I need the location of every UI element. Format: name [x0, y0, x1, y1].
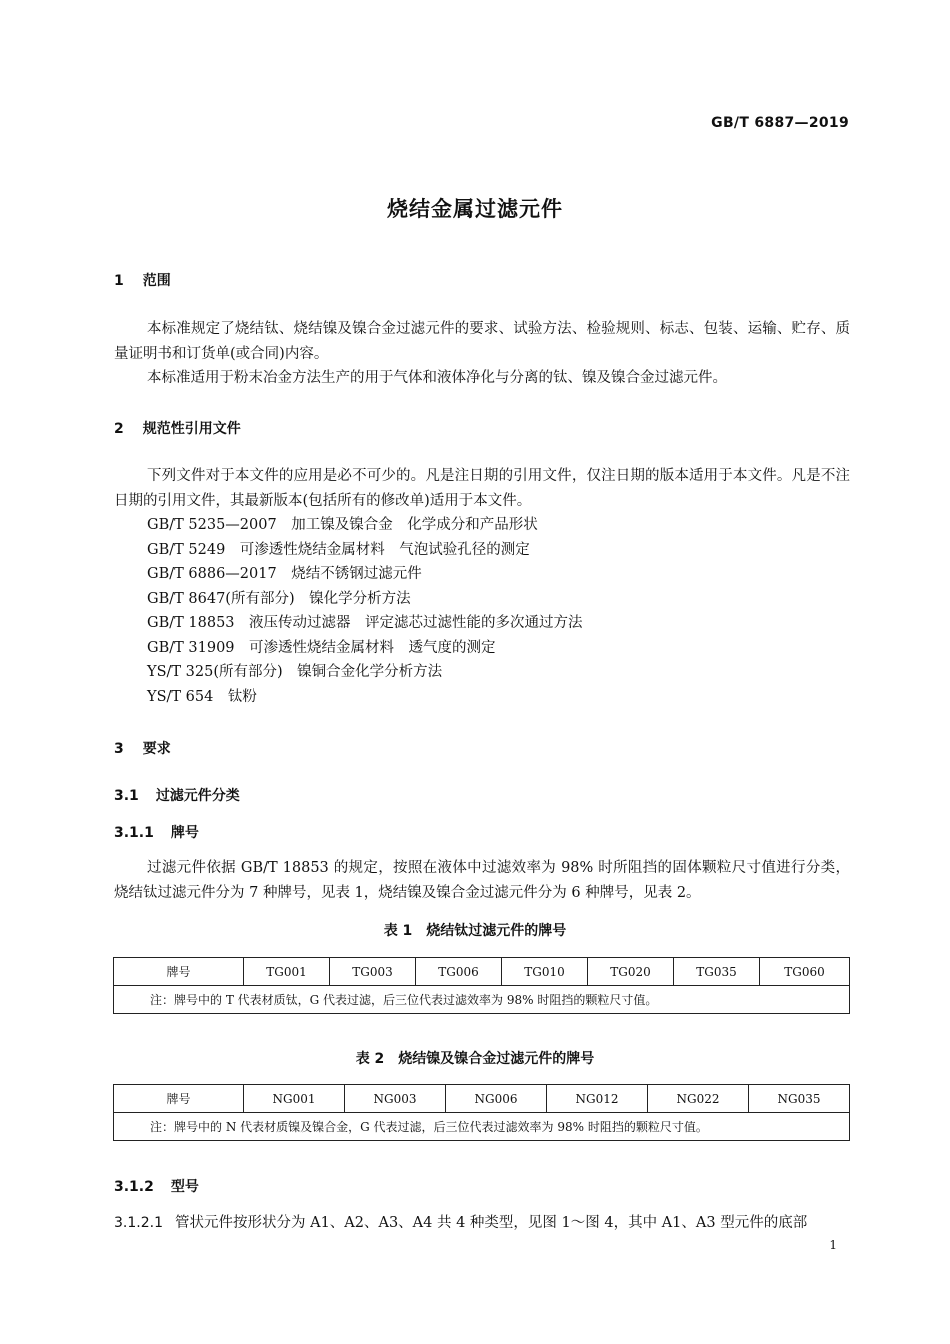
reference-item: YS/T 654 钛粉 [147, 689, 257, 705]
clause-number: 3.1.2.1 [114, 1215, 163, 1231]
section-3-1-2-heading [114, 1176, 199, 1196]
section-title: 范围 [142, 273, 171, 289]
section-title: 牌号 [170, 825, 199, 841]
table-1-caption: 表 1 烧结钛过滤元件的牌号 [383, 923, 567, 939]
section-3-1-heading [114, 785, 240, 805]
section-number: 3.1.1 [114, 825, 154, 841]
table-note: 注：牌号中的 T 代表材质钛，G 代表过滤，后三位代表过滤效率为 98% 时阻挡的颗粒尺寸值。 [114, 986, 850, 1014]
section-title: 型号 [170, 1179, 199, 1195]
clause-3-1-2-1 [114, 1211, 850, 1236]
standard-code: GB/T 6887—2019 [711, 115, 849, 131]
table-note: 注：牌号中的 N 代表材质镍及镍合金，G 代表过滤，后三位代表过滤效率为 98% 时阻挡的颗粒尺寸值。 [114, 1113, 850, 1141]
reference-item: GB/T 8647(所有部分) 镍化学分析方法 [147, 591, 411, 607]
section-number: 3 [114, 741, 124, 757]
reference-item: GB/T 18853 液压传动过滤器 评定滤芯过滤性能的多次通过方法 [147, 615, 583, 631]
table-cell: NG035 [749, 1085, 850, 1113]
table-cell: NG001 [244, 1085, 345, 1113]
section-title: 要求 [142, 741, 171, 757]
table-cell: TG020 [588, 958, 674, 986]
reference-item: GB/T 5249 可渗透性烧结金属材料 气泡试验孔径的测定 [147, 542, 530, 558]
table-cell: NG006 [446, 1085, 547, 1113]
table-row [114, 1113, 850, 1141]
table-header-cell: 牌号 [114, 1085, 244, 1113]
table-cell: TG035 [674, 958, 760, 986]
section-number: 3.1.2 [114, 1179, 154, 1195]
classification-paragraph: 过滤元件依据 GB/T 18853 的规定，按照在液体中过滤效率为 98% 时所阻挡的固体颗粒尺寸值进行分类，烧结钛过滤元件分为 7 种牌号，见表 1，烧结镍及镍合金过滤元件分为 6 种牌号，见表 2。 [114, 860, 850, 901]
section-3-heading [114, 738, 171, 758]
section-title: 过滤元件分类 [155, 788, 240, 804]
section-number: 1 [114, 273, 124, 289]
document-title: 烧结金属过滤元件 [387, 197, 563, 221]
table-cell: TG001 [244, 958, 330, 986]
table-cell: NG012 [547, 1085, 648, 1113]
reference-item: YS/T 325(所有部分) 镍铜合金化学分析方法 [147, 664, 443, 680]
table-cell: NG003 [345, 1085, 446, 1113]
section-number: 2 [114, 421, 124, 437]
table-header-cell: 牌号 [114, 958, 244, 986]
table-2 [113, 1084, 850, 1141]
table-1 [113, 957, 850, 1014]
table-cell: TG010 [502, 958, 588, 986]
reference-item: GB/T 6886—2017 烧结不锈钢过滤元件 [147, 566, 422, 582]
table-row [114, 1085, 850, 1113]
section-3-1-1-heading [114, 822, 199, 842]
normative-references-intro: 下列文件对于本文件的应用是必不可少的。凡是注日期的引用文件，仅注日期的版本适用于本文件。凡是不注日期的引用文件，其最新版本(包括所有的修改单)适用于本文件。 [114, 468, 850, 509]
clause-text: 管状元件按形状分为 A1、A2、A3、A4 共 4 种类型，见图 1～图 4，其中 A1、A3 型元件的底部 [174, 1215, 808, 1231]
table-cell: TG006 [416, 958, 502, 986]
scope-paragraph-1: 本标准规定了烧结钛、烧结镍及镍合金过滤元件的要求、试验方法、检验规则、标志、包装、运输、贮存、质量证明书和订货单(或合同)内容。 [114, 321, 850, 362]
section-number: 3.1 [114, 788, 139, 804]
page-number: 1 [829, 1238, 837, 1252]
section-1-heading [114, 270, 171, 290]
reference-item: GB/T 5235—2007 加工镍及镍合金 化学成分和产品形状 [147, 517, 538, 533]
reference-item: GB/T 31909 可渗透性烧结金属材料 透气度的测定 [147, 640, 496, 656]
table-2-caption: 表 2 烧结镍及镍合金过滤元件的牌号 [355, 1051, 595, 1067]
section-2-heading [114, 418, 241, 438]
table-cell: TG060 [760, 958, 850, 986]
table-row [114, 958, 850, 986]
section-title: 规范性引用文件 [142, 421, 241, 437]
scope-paragraph-2: 本标准适用于粉末冶金方法生产的用于气体和液体净化与分离的钛、镍及镍合金过滤元件。 [147, 370, 727, 386]
table-cell: NG022 [648, 1085, 749, 1113]
table-row [114, 986, 850, 1014]
table-cell: TG003 [330, 958, 416, 986]
